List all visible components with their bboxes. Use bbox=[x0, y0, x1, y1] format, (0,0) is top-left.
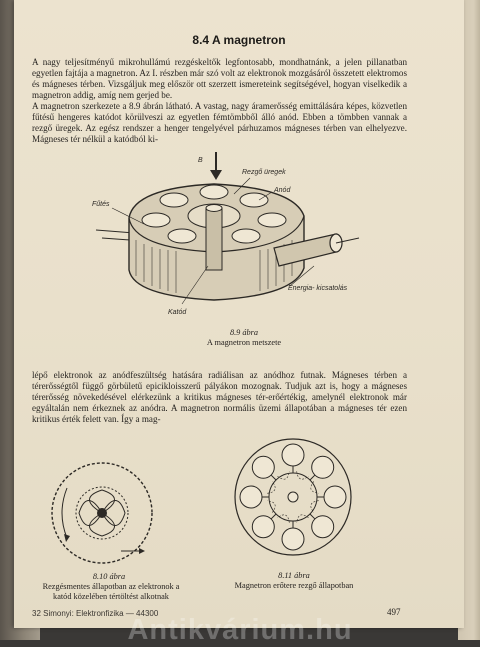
figure-8-10-number: 8.10 ábra bbox=[92, 572, 126, 581]
book-page bbox=[14, 0, 464, 628]
figure-8-10-caption: Rezgésmentes állapotban az elektronok a katód közelében tértöltést alkotnak bbox=[42, 582, 180, 601]
cathode-dot bbox=[97, 508, 107, 518]
figure-8-11-number: 8.11 ábra bbox=[278, 571, 310, 580]
watermark-text: Antikvárium.hu bbox=[127, 614, 353, 646]
cathode-cylinder bbox=[206, 208, 222, 270]
cavity-4 bbox=[252, 516, 274, 538]
cavity-6 bbox=[252, 456, 274, 478]
cavity-7 bbox=[282, 444, 304, 466]
paragraph-electron-paths: lépő elektronok az anódfeszültség hatására radiálisan az anódhoz futnak. Mágneses térben a térerősségtől függő görbületű epicikloisszerű pályákon mozognak. Tudjuk azt is, hogy a mágneses térerősség növekedésével elérkezünk a kritikus mágneses tér-erőértékig, amelynél elektronok már egyáltalán nem érkeznek az anódra. A magnetron normális üzemi állapotában a mágneses tér ezen kritikus érték felett van. Így a mag- bbox=[32, 370, 407, 424]
label-cathode: Katód bbox=[168, 309, 187, 316]
label-cavities: Rezgő üregek bbox=[242, 169, 286, 176]
paragraph-structure: A magnetron szerkezete a 8.9 ábrán látható. A vastag, nagy áramerősség emittálására képes, közvetlen fűtésű hengeres katódot körülveszi az egyetlen fémtömbből álló anód. Ebben a tömbben vannak a rezgő üregek. Az egész rendszer a henger tengelyével párhuzamos mágneses térben van elhelyezve. Mágneses tér nélkül a katódból ki- bbox=[32, 101, 407, 144]
page-number: 497 bbox=[387, 607, 401, 617]
section-title: 8.4 A magnetron bbox=[192, 33, 286, 47]
figure-8-9-caption: A magnetron metszete bbox=[206, 338, 282, 347]
cavity-slot-4 bbox=[271, 514, 276, 519]
cavity-8 bbox=[312, 456, 334, 478]
figure-8-9-number: 8.9 ábra bbox=[229, 328, 259, 337]
label-heater: Fűtés bbox=[92, 201, 110, 208]
cavity-1 bbox=[324, 486, 346, 508]
cavity-2 bbox=[312, 516, 334, 538]
cathode-center bbox=[288, 492, 298, 502]
rf-field-figure bbox=[232, 436, 354, 558]
label-b: B bbox=[198, 157, 203, 164]
label-anode: Anód bbox=[274, 187, 291, 194]
cavity-3 bbox=[282, 528, 304, 550]
footer-signature: 32 Simonyi: Elektronfizika — 44300 bbox=[32, 609, 159, 618]
cavity-5 bbox=[240, 486, 262, 508]
cavity-slot-2 bbox=[310, 514, 315, 519]
cavity-slot-6 bbox=[271, 475, 276, 480]
figure-8-11-caption: Magnetron erőtere rezgő állapotban bbox=[234, 581, 354, 590]
magnetron-cross-section-figure bbox=[74, 148, 364, 328]
cavity-slot-8 bbox=[310, 475, 315, 480]
paragraph-intro: A nagy teljesítményű mikrohullámú rezgéskeltők legfontosabb, mondhatnánk, a jelen pillanatban egyetlen fajtája a magnetron. Az I. részben már szó volt az elektronok mozgásáról összetett elektromos és mágneses térben. Vizsgáljuk meg először ott szerzett ismereteink segítségével, hogyan viselkedik a magnetron addig, amíg nem gerjed be. bbox=[32, 57, 407, 100]
space-charge-figure bbox=[47, 458, 157, 568]
label-output: Energia- kicsatolás bbox=[288, 285, 348, 292]
